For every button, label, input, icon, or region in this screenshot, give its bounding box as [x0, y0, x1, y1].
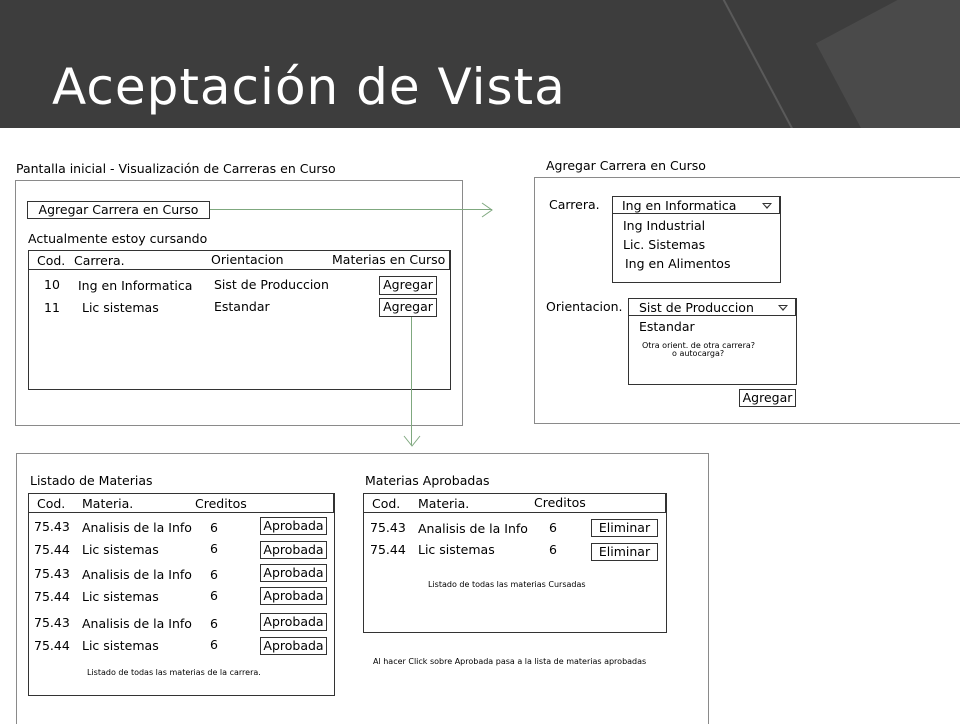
materia-creditos: 6 [210, 637, 218, 652]
carrera-option[interactable]: Ing en Alimentos [625, 256, 731, 271]
aprobada-button[interactable]: Aprobada [260, 541, 327, 559]
chevron-down-icon[interactable] [778, 305, 788, 311]
click-note: Al hacer Click sobre Aprobada pasa a la lista de materias aprobadas [373, 657, 647, 666]
listado-materias-caption: Listado de Materias [30, 473, 153, 488]
agregar-carrera-submit-button[interactable]: Agregar [739, 389, 796, 407]
carrera-option[interactable]: Ing Industrial [623, 218, 706, 233]
materias-aprobadas-table [363, 493, 667, 633]
header-materias-en-curso: Materias en Curso [332, 252, 446, 267]
cursando-label: Actualmente estoy cursando [28, 231, 208, 246]
aprobada-button[interactable]: Aprobada [260, 564, 327, 582]
materia-name: Analisis de la Info [82, 567, 192, 582]
agregar-materia-button[interactable]: Agregar [379, 298, 437, 317]
header-orientacion: Orientacion [211, 252, 284, 267]
orientacion-label: Orientacion. [546, 299, 623, 314]
materia-creditos: 6 [210, 520, 218, 535]
aprobada-button[interactable]: Aprobada [260, 517, 327, 535]
materia-name: Lic sistemas [82, 542, 159, 557]
carrera-name: Lic sistemas [82, 300, 159, 315]
aprobada-creditos: 6 [549, 542, 557, 557]
aprobada-cod: 75.44 [370, 542, 406, 557]
header-cod: Cod. [37, 496, 66, 511]
aprobada-name: Analisis de la Info [418, 521, 528, 536]
header-creditos: Creditos [195, 496, 247, 511]
materia-cod: 75.43 [34, 615, 70, 630]
eliminar-button[interactable]: Eliminar [591, 519, 658, 537]
materia-creditos: 6 [210, 588, 218, 603]
materias-aprobadas-header [363, 493, 666, 513]
materia-cod: 75.44 [34, 589, 70, 604]
materias-aprobadas-note: Listado de todas las materias Cursadas [428, 580, 586, 589]
agregar-carrera-caption: Agregar Carrera en Curso [546, 158, 706, 173]
orientacion-note: o autocarga? [672, 349, 725, 358]
header-materia: Materia. [82, 496, 134, 511]
orientacion-option[interactable]: Estandar [639, 319, 695, 334]
materia-cod: 75.43 [34, 566, 70, 581]
listado-materias-header [28, 493, 334, 513]
carrera-label: Carrera. [549, 197, 600, 212]
agregar-materia-button[interactable]: Agregar [379, 276, 437, 295]
orientacion-note: Otra orient. de otra carrera? [642, 341, 756, 350]
materia-cod: 75.44 [34, 638, 70, 653]
carrera-cod: 11 [44, 300, 60, 315]
materias-aprobadas-caption: Materias Aprobadas [365, 473, 490, 488]
materia-cod: 75.44 [34, 542, 70, 557]
carreras-table [28, 250, 451, 390]
connector-line [210, 209, 492, 210]
eliminar-button[interactable]: Eliminar [591, 543, 658, 561]
chevron-down-icon[interactable] [762, 203, 772, 209]
materia-creditos: 6 [210, 541, 218, 556]
materia-name: Lic sistemas [82, 638, 159, 653]
carrera-cod: 10 [44, 277, 60, 292]
aprobada-cod: 75.43 [370, 520, 406, 535]
aprobada-button[interactable]: Aprobada [260, 637, 327, 655]
header-cod: Cod. [372, 496, 401, 511]
materia-name: Analisis de la Info [82, 616, 192, 631]
orientacion-selected: Sist de Produccion [639, 300, 754, 315]
connector-line [411, 317, 412, 445]
aprobada-button[interactable]: Aprobada [260, 613, 327, 631]
header-creditos: Creditos [534, 495, 586, 510]
carrera-option[interactable]: Lic. Sistemas [623, 237, 706, 252]
materia-creditos: 6 [210, 616, 218, 631]
materia-cod: 75.43 [34, 519, 70, 534]
arrow-down-icon [403, 434, 421, 448]
materia-creditos: 6 [210, 567, 218, 582]
header-carrera: Carrera. [74, 253, 125, 268]
aprobada-button[interactable]: Aprobada [260, 587, 327, 605]
aprobada-name: Lic sistemas [418, 542, 495, 557]
carrera-orientacion: Sist de Produccion [214, 277, 329, 292]
listado-materias-note: Listado de todas las materias de la carrera. [87, 668, 261, 677]
agregar-carrera-button[interactable]: Agregar Carrera en Curso [27, 201, 210, 219]
pantalla-inicial-caption: Pantalla inicial - Visualización de Carreras en Curso [16, 161, 336, 176]
header-materia: Materia. [418, 496, 470, 511]
slide-title: Aceptación de Vista [52, 58, 566, 116]
materia-name: Analisis de la Info [82, 520, 192, 535]
carrera-orientacion: Estandar [214, 299, 270, 314]
carrera-name: Ing en Informatica [78, 278, 193, 293]
aprobada-creditos: 6 [549, 520, 557, 535]
carrera-selected: Ing en Informatica [622, 198, 737, 213]
materia-name: Lic sistemas [82, 589, 159, 604]
arrow-right-icon [480, 202, 494, 218]
header-cod: Cod. [37, 253, 66, 268]
